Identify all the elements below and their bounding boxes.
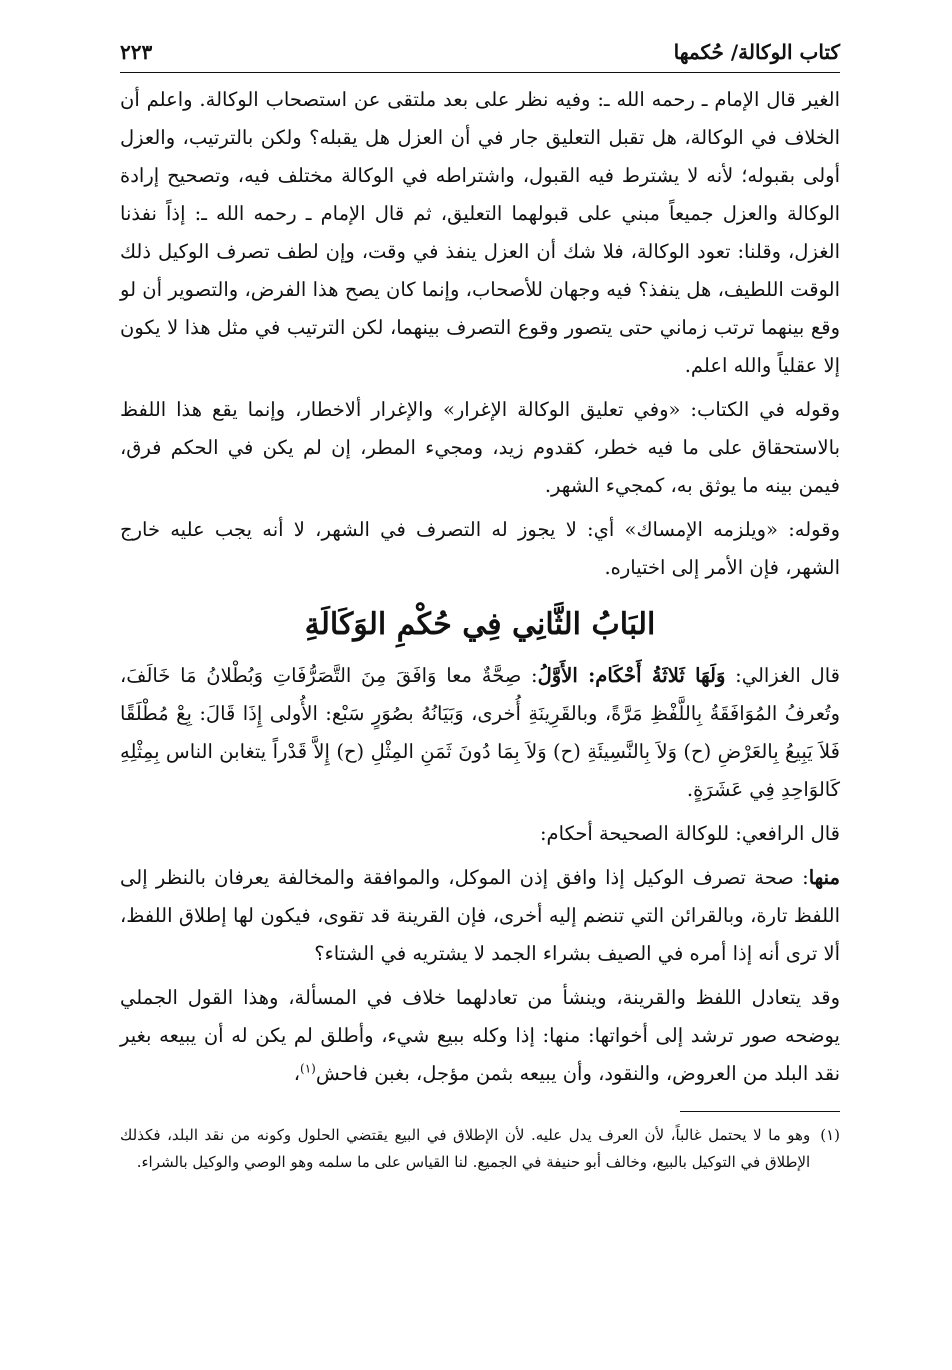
paragraph-4-bold: وَلَهَا ثَلاثَةُ أَحْكَام: الأَوَّلُ [537,664,726,687]
paragraph-4 [120,657,840,809]
page-number: ٢٢٣ [120,40,153,64]
footnote-reference: (١) [300,1061,316,1076]
paragraph-1: الغير قال الإمام ـ رحمه الله ـ: وفيه نظر على بعد ملتقى عن استصحاب الوكالة. واعلم أن الخلاف في الوكالة، هل تقبل التعليق جار في أن العزل هل يقبله؟ ولكن بالترتيب، والعزل أولى بقبوله؛ لأنه لا يشترط فيه القبول، واشتراطه في الوكالة مختلف فيه، وتصحيح إرادة الوكالة والعزل جميعاً مبني على قبولهما التعليق، ثم قال الإمام ـ رحمه الله ـ: إذاً نفذنا الغزل، وقلنا: تعود الوكالة، فلا شك أن العزل ينفذ في وقت، وإن لطف تصرف الوكيل ذلك الوقت اللطيف، هل ينفذ؟ فيه وجهان للأصحاب، وإنما كان يصح هذا الفرض، والتصوير أن لو وقع بينهما ترتب زماني حتى يتصور وقوع التصرف بينهما، لكن الترتيب في مثل هذا لا يكون إلا عقلياً والله اعلم. [120,88,840,377]
paragraph-4-lead: قال الغزالي: [725,664,840,687]
paragraph-6-bold: منها [808,866,840,889]
paragraph-6 [120,859,840,973]
paragraph-7 [120,979,840,1093]
footnote-mark: (١) [820,1126,840,1144]
running-header [120,30,840,73]
paragraph-7-tail: ، [293,1062,301,1085]
footnote-text: وهو ما لا يحتمل غالباً، لأن العرف يدل عليه. لأن الإطلاق في البيع يقتضي الحلول وكونه من نقد البلد، فكذلك الإطلاق في التوكيل بالبيع، وخالف أبو حنيفة في الجميع. لنا القياس على ما سلمه وهو الوصي والوكيل بالشراء. [120,1126,811,1171]
paragraph-4-rest: : صِحَّةٌ معا وَافَقَ مِنَ التَّصَرُّفَاتِ وَبُطْلانُ مَا خَالَفَ، وتُعرفُ المُوَافَقَةُ بِاللَّفْظِ مَرَّةً، وبالقَرِينَةِ أُخرى، وَبَيَانُهُ بصُوَرٍ سَبْع: الأُولى إِذَا قَالَ: بِعْ مُطْلَقًا فَلاَ يَبِيعُ بِالعَرْضِ (ح) وَلاَ بِالنَّسِيئَةِ (ح) وَلاَ بِمَا دُونَ ثَمَنِ المِثْلِ (ح) إِلاَّ قَدْراً يتغابن الناس بِمِثْلِهِ كَالوَاحِدِ فِي عَشَرَةٍ. [120,664,840,801]
paragraph-5: قال الرافعي: للوكالة الصحيحة أحكام: [539,822,840,845]
footnote [120,1122,840,1176]
section-heading: البَابُ الثَّانِي فِي حُكْمِ الوَكَالَةِ [304,607,656,642]
paragraph-3: وقوله: «ويلزمه الإمساك» أي: لا يجوز له التصرف في الشهر، لا أنه يجب عليه خارج الشهر، فإن الأمر إلى اختياره. [120,518,840,579]
book-page [120,30,840,1176]
header-title: كتاب الوكالة/ حُكمها [673,40,840,64]
paragraph-2: وقوله في الكتاب: «وفي تعليق الوكالة الإغرار» والإغرار ألاخطار، وإنما يقع هذا اللفظ بالاستحقاق على ما فيه خطر، كقدوم زيد، ومجيء المطر، إن لم يكن في الحكم فرق، فيمن بينه ما يوثق به، كمجيء الشهر. [120,398,840,497]
paragraph-6-rest: : صحة تصرف الوكيل إذا وافق إذن الموكل، والموافقة والمخالفة يعرفان بالنظر إلى اللفظ تارة، وبالقرائن التي تنضم إليه أخرى، فإن القرينة قد تقوى، فيكون لها إطلاق اللفظ، ألا ترى أنه إذا أمره في الصيف بشراء الجمد لا يشتريه في الشتاء؟ [120,866,840,965]
footnote-divider [680,1111,840,1112]
paragraph-7-text: وقد يتعادل اللفظ والقرينة، وينشأ من تعادلهما خلاف في المسألة، وهذا القول الجملي يوضحه صور ترشد إلى أخواتها: منها: إذا وكله ببيع شيء، وأطلق لم يكن له أن يبيعه بغير نقد البلد من العروض، والنقود، وأن يبيعه بثمن مؤجل، بغبن فاحش [120,986,840,1085]
main-text [120,81,840,1093]
